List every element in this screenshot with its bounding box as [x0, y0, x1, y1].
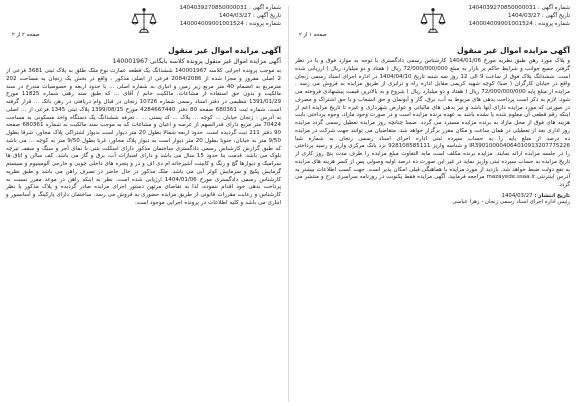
notice-title: آگهی مزایده اموال غیر منقول: [168, 46, 281, 55]
notice-header: [295, 4, 570, 44]
notice-signer: رئیس اداره اجرای اسناد رسمی زنجان - زهرا عباسی: [452, 198, 570, 205]
notice-date-label: تاریخ آگهی :: [252, 13, 281, 20]
notice-number-label: شماره آگهی :: [537, 5, 570, 11]
column-divider: [288, 6, 289, 402]
notice-number-line: [179, 4, 281, 12]
notice-date: 1404/03/27: [507, 13, 541, 20]
notice-meta: [468, 4, 570, 29]
file-number: 140004009001001524: [179, 21, 244, 28]
page-number: صفحه ۱ از ۲: [299, 32, 327, 38]
notice-date-line: [468, 12, 570, 20]
file-number-label: شماره پرونده :: [245, 21, 281, 28]
judiciary-emblem-icon: [418, 6, 448, 36]
judiciary-emblem-icon: [129, 6, 159, 36]
page-number: صفحه ۲ از ۲: [12, 32, 40, 38]
notice-body: و پلاک مورد رهن طبق نظریه مورخ 1404/01/06 کارشناس رسمی دادگستری با توجه به موارد فوق و با در نظر گرفتن جمیع جوانب و شرایط حاکم بر بازار به مبلغ 72/000/000/000 ریال ( هفتاد و دو میلیارد ریال ) ارزیابی شده است. ششدانگ پلاک فوق از ساعت 9 الی 12 روز سه شنبه تاریخ 1404/04/10 در اداره اجرای اسناد رسمی زنجان واقع در خیابان کارگران ( ضیا) کوچه شهید کریمی مقابل اداره راه و ترابری از طریق مزایده به فروش می رسد . مزایده از مبلغ پایه 72/000/000/000 ریال ( هفتاد و دو میلیارد ریال ) شروع و به بالاترین قیمت پیشنهادی فروخته می شود. لازم به ذکر است پرداخت بدهی های مربوط به آب، برق، گاز و آبونمان و حق انشعاب و یا حق اشتراک و مصرف در صورتی که مورد مزایده دارای آنها باشد و نیز بدهی های مالیاتی و عوارض شهرداری و غیره تا تاریخ مزایده اعم از اینکه رقم قطعی آن معلوم شده یا نشده باشد به عهده برنده مزایده است و در صورت وجود مازاد، وجوه پرداختی بابت هزینه های فوق از محل مازاد به برنده مزایده مسترد می گردد. ضمنا چنانچه روز مزایده تعطیل رسمی گردد مزایده روز اداری بعد از تعطیلی در همان ساعت و مکان مقرر برگزار خواهد شد. متقاضیان می توانند جهت شرکت در مزایده ده درصد از مبلغ پایه را به حساب سپرده ثبتی اداره اجرای اسناد رسمی زنجان به شماره شبا IR390100004064010913207775226 و شناسه واریز 928108585111 نزد بانک مرکزی واریز و رسید پرداختی را در جلسه مزایده ارائه نمایند. مزایده برنده مکلف است مابه التفاوت مبلغ مزایده را ظرف مدت پنج روز کاری از تاریخ مزایده به حساب سپرده ثبتی واریز نماید در غیر این صورت ده درصد اولیه وصولی پس از کسر هزینه های مزایده به نفع دولت ضبط خواهد شد. بازدید از مورد مزایده با هماهنگی قبلی امکان پذیر است. جهت کسب اطلاعات بیشتر به آدرس اینترنتی mazayede.ssaa.ir مراجعه فرمایید. آگهی مزایده فقط یکنوبت در روزنامه سراسری درج و منتشر می گردد.: [295, 58, 571, 188]
notice-date-label: تاریخ آگهی :: [541, 13, 570, 20]
notice-number-line: [468, 4, 570, 12]
file-number-line: [468, 20, 570, 28]
notice-column-left: [0, 0, 285, 406]
notice-subtitle: آگهی مزایده اموال غیر منقول پرونده کلاسه بایگانی 140001967: [112, 58, 281, 65]
notice-title: آگهی مزایده اموال غیر منقول: [457, 46, 570, 55]
file-number-line: [179, 20, 281, 28]
notice-number: 1404039270850000031: [468, 5, 537, 11]
notice-header: [6, 4, 281, 44]
notice-number-label: شماره آگهی :: [248, 5, 281, 11]
publish-date: 1404/03/27: [501, 192, 533, 199]
notice-number: 1404039270850000031: [179, 5, 248, 11]
notice-body: به موجب پرونده اجرایی کلاسه 140001967 ششدانگ یک قطعه عمارت نوع ملک طلق به پلاک ثبتی 3681 فرعی از 2 اصلی مفروز و مجزا شده از 2084/2086 فرعی از اصلی مذکور ، واقع در بخش یک زنجان به مساحت 202 مترمربع به انضمام 40 متر مربع زیر زمین و انباری به شماره اصلی ... با حدود اربعه و خصوصیات مندرج در سند مالکیت و بدون حق استفاده از مشاعات. مالکیت خانم / آقای ... که طبق سند رهنی شماره 11825 مورخ 1391/01/29 تنظیمی در دفتر اسناد رسمی شماره 10726 زنجان در قبال وام دریافتی در رهن بانک ... قرار گرفته است. شماره ثبت 680361 صفحه 80 دفتر 4284667440 مورخ 1399/08/15 پلاک ثبتی 1345 فرعی از ... اصلی به آدرس : زنجان خیابان ... کوچه ... پلاک ... کد پستی ... . تعرفه ششدانگ یک دستگاه واحد مسکونی به مساحت 70424 متر مربع دارای قدرالسهم از عرصه و اعیان و مشاعات که به موجب سند مالکیت به شماره 680361 صفحه 90 دفتر 211 ثبت گردیده است. حدود اربعه شمالا بطول 20 متر دیوار است بدیوار اشتراکی پلاک مجاور، شرقا بطول 9/50 متر به خیابان، جنوبا بطول 20 متر دیوار است به دیوار پلاک مجاور، غربا بطول 9/50 متر به کوچه ... می باشد که طبق گزارش کارشناس رسمی دادگستری ساختمان مذکور دارای اسکلت بتنی با نمای آجر و سنگ و سقف تیرچه بلوک می باشد. قدمت بنا حدود 15 سال می باشد و دارای امتیازات آب، برق و گاز می باشد. کف سالن و اتاق ها سرامیک و دیوارها گچ و رنگ و کابینت آشپزخانه ام دی اف و در و پنجره های داخلی چوبی و خارجی آلومینیوم و سیستم گرمایش پکیج و سرمایش کولر آبی می باشد. ملک مذکور در حال حاضر در تصرف راهن می باشد و طبق نظریه کارشناس رسمی دادگستری مورخ 1404/01/06 ارزیابی شده است. نظر به اینکه راهن در موعد مقرر نسبت به پرداخت بدهی خود اقدام ننموده، لذا به تقاضای مرتهن دستور اجرای مزایده صادر گردیده و پلاک مذکور با نظر کارشناس و رعایت مقررات قانونی از طریق مزایده حضوری به فروش می رسد. ساختمان دارای پارکینگ و آسانسور و انباری می باشد و کلیه اطلاعات در پرونده اجرایی موجود است.: [6, 68, 282, 206]
notice-meta: [179, 4, 281, 29]
notice-column-right: [291, 0, 576, 406]
file-number: 140004009001001524: [468, 21, 533, 28]
notice-date-line: [179, 12, 281, 20]
publish-date-label: تاریخ انتشار :: [534, 192, 570, 199]
notice-date: 1404/03/27: [218, 13, 252, 20]
file-number-label: شماره پرونده :: [534, 21, 570, 28]
